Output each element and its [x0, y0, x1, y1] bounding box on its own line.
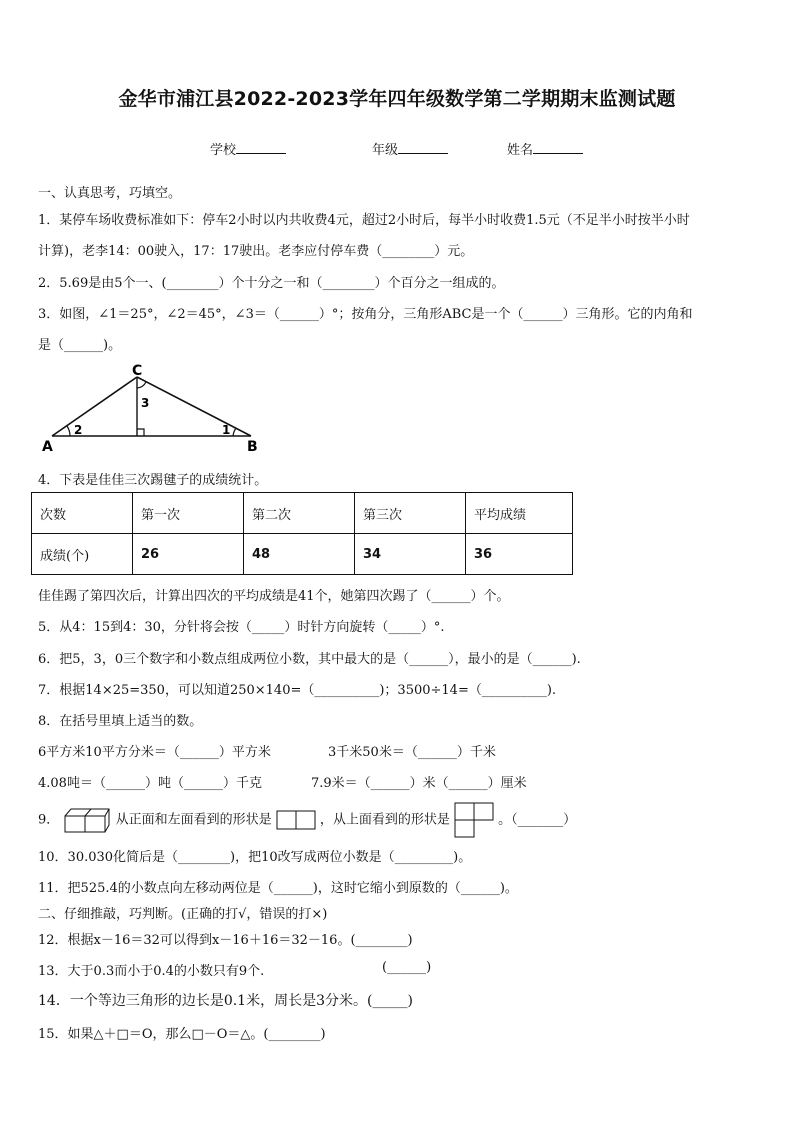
table-header-cell: 平均成绩: [466, 493, 573, 534]
question-8d: 7.9米＝（______）米（______）厘米: [311, 776, 527, 791]
vertex-c-label: C: [132, 363, 143, 379]
question-4: 4．下表是佳佳三次踢毽子的成绩统计。: [38, 473, 268, 488]
school-field: [210, 139, 286, 158]
question-1-line-2: 计算)，老李14：00驶入，17：17驶出。老李应付停车费（________）元。: [38, 244, 474, 259]
question-13: 13．大于0.3而小于0.4的小数只有9个.: [38, 964, 265, 979]
table-cell: 36: [466, 534, 573, 575]
question-9-text-2: ，从上面看到的形状是: [319, 812, 450, 828]
top-view-figure: [454, 802, 494, 838]
grade-label: 年级: [372, 143, 399, 158]
table-cell: 48: [244, 534, 355, 575]
table-header-cell: 第二次: [244, 493, 355, 534]
triangle-figure: [36, 362, 276, 454]
score-table: [31, 492, 573, 575]
name-field: [507, 139, 583, 158]
name-label: 姓名: [507, 143, 534, 158]
table-row: [32, 534, 573, 575]
question-9-number: 9．: [38, 812, 60, 828]
question-9: [38, 802, 576, 838]
section-1-heading: 一、认真思考，巧填空。: [38, 186, 182, 201]
question-11: 11．把525.4的小数点向左移动两位是（______)，这时它缩小到原数的（______)。: [38, 881, 518, 896]
question-1-line-1: 1．某停车场收费标准如下：停车2小时以内共收费4元，超过2小时后，每半小时收费1.5元（不足半小时按半小时: [38, 213, 690, 228]
question-6: 6．把5，3，0三个数字和小数点组成两位小数，其中最大的是（______），最小的是（______).: [38, 652, 581, 667]
question-8c: 4.08吨＝（______）吨（______）千克: [38, 776, 262, 791]
question-9-text-1: 从正面和左面看到的形状是: [115, 812, 272, 828]
question-3-line-2: 是（______)。: [38, 338, 122, 353]
question-5: 5．从4：15到4：30，分针将会按（_____）时针方向旋转（_____）°.: [38, 620, 445, 635]
question-10: 10．30.030化简后是（________)，把10改写成两位小数是（_________)。: [38, 850, 472, 865]
question-4-followup: 佳佳踢了第四次后，计算出四次的平均成绩是41个，她第四次踢了（______）个。: [38, 589, 510, 604]
question-12: 12．根据x－16＝32可以得到x－16＋16＝32－16。(________): [38, 933, 413, 948]
question-7: 7．根据14×25=350，可以知道250×140=（__________)；3500÷14=（__________).: [38, 683, 557, 698]
question-2: 2．5.69是由5个一、(________）个十分之一和（________）个百分之一组成的。: [38, 276, 505, 291]
question-8: 8．在括号里填上适当的数。: [38, 714, 203, 729]
name-blank[interactable]: [533, 140, 583, 154]
table-header-cell: 次数: [32, 493, 133, 534]
table-header-row: [32, 493, 573, 534]
question-3-line-1: 3．如图，∠1＝25°，∠2＝45°，∠3＝（______）°；按角分，三角形ABC是一个（______）三角形。它的内角和: [38, 307, 693, 322]
table-cell: 26: [133, 534, 244, 575]
school-blank[interactable]: [236, 140, 286, 154]
angle-3-label: 3: [141, 396, 150, 410]
question-9-text-3: 。（_______）: [498, 812, 577, 828]
table-row-label: 成绩(个): [32, 534, 133, 575]
school-label: 学校: [210, 143, 237, 158]
question-15: 15．如果△＋□＝O，那么□－O＝△。(________): [38, 1027, 326, 1042]
page-title: 金华市浦江县2022-2023学年四年级数学第二学期期末监测试题: [118, 88, 676, 110]
vertex-a-label: A: [42, 439, 53, 454]
angle-2-label: 2: [74, 423, 83, 437]
question-8a: 6平方米10平方分米＝（______）平方米: [38, 745, 271, 760]
grade-blank[interactable]: [398, 140, 448, 154]
grade-field: [372, 139, 448, 158]
front-side-view-figure: [276, 810, 316, 830]
question-13-answer: (______): [382, 960, 432, 975]
table-header-cell: 第三次: [355, 493, 466, 534]
table-header-cell: 第一次: [133, 493, 244, 534]
vertex-b-label: B: [247, 439, 258, 454]
angle-1-label: 1: [222, 423, 231, 437]
section-2-heading: 二、仔细推敲，巧判断。(正确的打√，错误的打×): [38, 907, 328, 922]
question-14: 14．一个等边三角形的边长是0.1米，周长是3分米。(_____): [38, 993, 413, 1009]
table-cell: 34: [355, 534, 466, 575]
question-8b: 3千米50米＝（______）千米: [328, 745, 496, 760]
cube-stack-figure: [63, 806, 111, 834]
